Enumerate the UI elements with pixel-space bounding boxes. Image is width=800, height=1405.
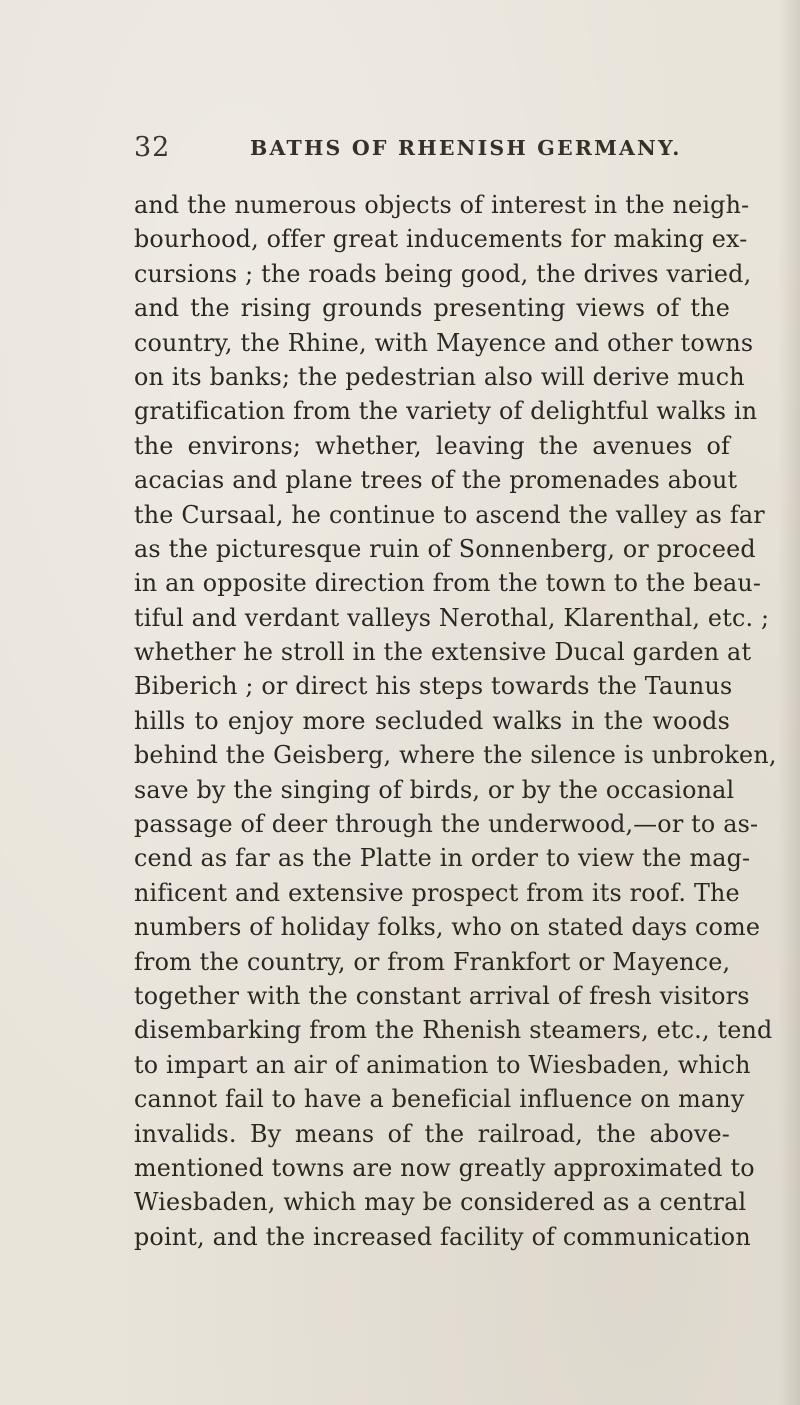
text-line: point, and the increased facility of communication: [134, 1222, 751, 1251]
text-line: Wiesbaden, which may be considered as a central: [134, 1188, 747, 1217]
text-line: nificent and extensive prospect from its roof. The: [134, 878, 740, 907]
text-line: country, the Rhine, with Mayence and other towns: [134, 328, 754, 357]
text-line: hills to enjoy more secluded walks in the woods: [134, 706, 730, 735]
text-line: cend as far as the Platte in order to view the mag-: [134, 844, 751, 873]
text-line: to impart an air of animation to Wiesbaden, which: [134, 1050, 751, 1079]
text-line: on its banks; the pedestrian also will derive much: [134, 362, 745, 391]
text-line: from the country, or from Frankfort or Mayence,: [134, 947, 731, 976]
text-line: mentioned towns are now greatly approximated to: [134, 1153, 755, 1182]
text-line: passage of deer through the underwood,—or to as-: [134, 810, 759, 839]
text-line: whether he stroll in the extensive Ducal garden at: [134, 638, 752, 667]
text-line: disembarking from the Rhenish steamers, etc., tend: [134, 1016, 773, 1045]
page-number: 32: [134, 132, 171, 163]
text-line: and the rising grounds presenting views of the: [134, 294, 730, 323]
text-line: acacias and plane trees of the promenades about: [134, 466, 738, 495]
running-head: [134, 132, 730, 162]
text-line: the environs; whether, leaving the avenues of: [134, 431, 730, 460]
text-line: cannot fail to have a beneficial influence on many: [134, 1085, 745, 1114]
text-line: the Cursaal, he continue to ascend the valley as far: [134, 500, 765, 529]
text-line: together with the constant arrival of fresh visitors: [134, 981, 750, 1010]
page-edge-shadow: [778, 0, 800, 1405]
body-text: [134, 188, 777, 1254]
text-line: as the picturesque ruin of Sonnenberg, or proceed: [134, 534, 756, 563]
text-line: bourhood, offer great inducements for making ex-: [134, 225, 748, 254]
running-title: BATHS OF RHENISH GERMANY.: [250, 136, 682, 160]
text-line: tiful and verdant valleys Nerothal, Klarenthal, etc. ;: [134, 603, 770, 632]
text-line: invalids. By means of the railroad, the above-: [134, 1119, 730, 1148]
text-line: save by the singing of birds, or by the occasional: [134, 775, 735, 804]
text-line: Biberich ; or direct his steps towards the Taunus: [134, 672, 733, 701]
text-line: numbers of holiday folks, who on stated days come: [134, 913, 761, 942]
text-line: cursions ; the roads being good, the drives varied,: [134, 259, 752, 288]
text-line: behind the Geisberg, where the silence is unbroken,: [134, 741, 777, 770]
text-line: and the numerous objects of interest in the neigh-: [134, 191, 750, 219]
text-line: in an opposite direction from the town to the beau-: [134, 569, 762, 598]
text-line: gratification from the variety of delightful walks in: [134, 397, 758, 426]
